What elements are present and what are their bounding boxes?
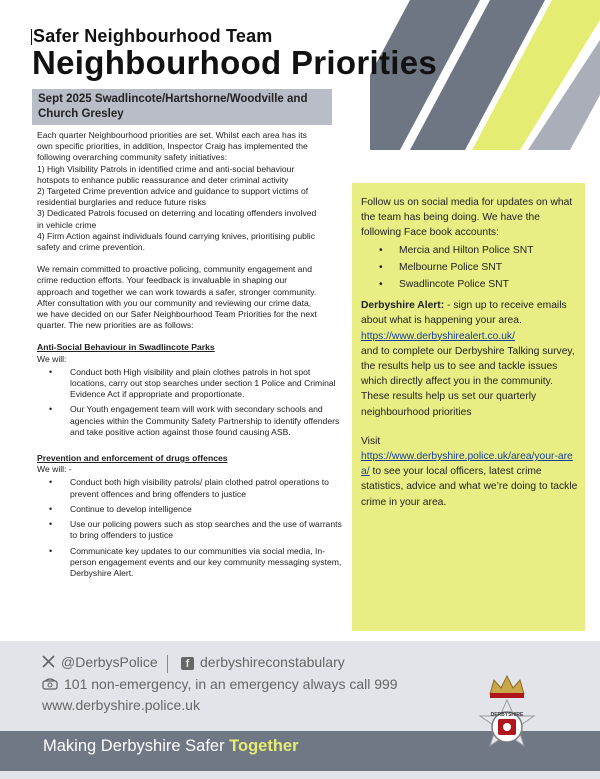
visit-after: to see your local officers, latest crime statistics, advice and what we’re doing to tackle crime in your area.: [361, 466, 578, 508]
tagline-accent: Together: [229, 737, 299, 755]
intro-line: 4) Firm Action against individuals found carrying knives, prioritising public: [37, 230, 315, 241]
list-item: • Conduct both high visibility patrols/ plain clothed patrol operations to prevent offences and bring offenders to justice: [70, 477, 345, 499]
account-item: • Mercia and Hilton Police SNT: [399, 243, 581, 258]
commitment-line: we have decided on our Safer Neighbourhood Team Priorities for the next: [37, 309, 317, 320]
facebook-handle[interactable]: derbyshireconstabulary: [200, 654, 345, 670]
alert-after: and to complete our Derbyshire Talking survey, the results help us to see and tackle issues which directly affect you in the community. These results help us set our quarterly neighbourhood priorities: [361, 345, 575, 418]
alert-paragraph: [361, 298, 581, 328]
intro-line: own specific priorities, in addition, Inspector Craig has implemented the: [37, 141, 308, 152]
x-handle[interactable]: @DerbysPolice: [61, 654, 158, 670]
alert-text: - sign up to receive emails about what is happening your area.: [361, 300, 567, 327]
social-intro: Follow us on social media for updates on what the team has being doing. We have the following Face book accounts:: [361, 197, 573, 239]
visit-paragraph: [361, 449, 581, 510]
section-lead: We will:: [37, 353, 67, 364]
section-title-asb: Anti-Social Behaviour in Swadlincote Parks: [37, 342, 215, 353]
facebook-icon: f: [181, 657, 194, 670]
intro-line: 1) High Visibility Patrols in identified crime and anti-social behaviour: [37, 163, 295, 174]
commitment-line: approach and together we can work towards a safer, stronger community.: [37, 286, 317, 297]
area-link[interactable]: https://www.derbyshire.police.uk/area/your-area/: [361, 451, 573, 478]
alert-label: Derbyshire Alert:: [361, 300, 445, 312]
list-item: • Communicate key updates to our communities via social media, In-person engagement events and our key community messaging system, Derbyshire Alert.: [70, 546, 345, 580]
commitment-line: quarter. The new priorities are as follows:: [37, 320, 194, 331]
footer-divider: [167, 655, 168, 673]
page-title: Neighbourhood Priorities: [32, 44, 438, 81]
text-cursor: [31, 29, 32, 45]
section-lead: We will: -: [37, 464, 72, 475]
account-item: • Swadlincote Police SNT: [399, 277, 581, 292]
tagline-main: Making Derbyshire Safer: [43, 737, 230, 755]
visit-label: Visit: [361, 435, 381, 447]
main-content: [37, 130, 345, 583]
commitment-line: We remain committed to proactive policing, community engagement and: [37, 264, 312, 275]
intro-paragraph: [37, 130, 345, 253]
x-contact: [42, 654, 158, 671]
intro-line: in vehicle crime: [37, 219, 97, 230]
page-subtitle: Safer Neighbourhood Team: [33, 26, 273, 46]
list-item: • Our Youth engagement team will work with secondary schools and agencies within the Community Safety Partnership to identify offenders and take positive action against those found causing ASB.: [70, 404, 345, 438]
tagline: [43, 737, 299, 756]
intro-line: following overarching community safety initiatives:: [37, 152, 228, 163]
alert-link-paragraph: [361, 329, 581, 344]
website-contact: [42, 697, 200, 713]
asb-list: [37, 367, 345, 438]
intro-line: safety and crime prevention.: [37, 242, 145, 253]
list-item: • Use our policing powers such as stop searches and the use of warrants to bring offenders to justice: [70, 519, 345, 541]
intro-line: residential burglaries and reduce future risks: [37, 197, 207, 208]
intro-line: hotspots to enhance public reassurance and deter criminal activity: [37, 174, 289, 185]
info-sidebar-text: [361, 195, 581, 510]
drugs-list: [37, 477, 345, 579]
derbyshire-alert-link[interactable]: https://www.derbyshirealert.co.uk/: [361, 330, 515, 342]
phone-icon: [42, 677, 58, 693]
commitment-line: crime reduction efforts. Your feedback is invaluable in shaping our: [37, 275, 288, 286]
commitment-line: After consultation with you our community and reviewing our crime data,: [37, 297, 312, 308]
list-item: • Continue to develop intelligence: [70, 504, 345, 515]
facebook-contact: [181, 654, 345, 670]
account-item: • Melbourne Police SNT: [399, 260, 581, 275]
intro-line: 3) Dedicated Patrols focused on deterring and locating offenders involved: [37, 208, 317, 219]
commitment-paragraph: [37, 264, 345, 331]
intro-line: 2) Targeted Crime prevention advice and guidance to support victims of: [37, 186, 309, 197]
website-link[interactable]: www.derbyshire.police.uk: [42, 697, 200, 713]
section-title-drugs: Prevention and enforcement of drugs offences: [37, 453, 228, 464]
x-logo-icon: [42, 655, 55, 671]
police-crest-icon: [472, 672, 542, 772]
intro-line: Each quarter Neighbourhood priorities are set. Whilst each area has its: [37, 130, 307, 140]
crest-lettering: DERBYSHIRE: [490, 712, 524, 718]
phone-text: 101 non-emergency, in an emergency always call 999: [64, 676, 398, 692]
facebook-accounts-list: [361, 243, 581, 293]
list-item: • Conduct both High visibility and plain clothes patrols in hot spot locations, carry out stop searches under section 1 Police and Criminal Evidence Act if appropriate and proportionate.: [70, 367, 345, 401]
phone-contact: [42, 676, 398, 693]
date-heading: Sept 2025 Swadlincote/Hartshorne/Woodville and Church Gresley: [38, 93, 308, 120]
